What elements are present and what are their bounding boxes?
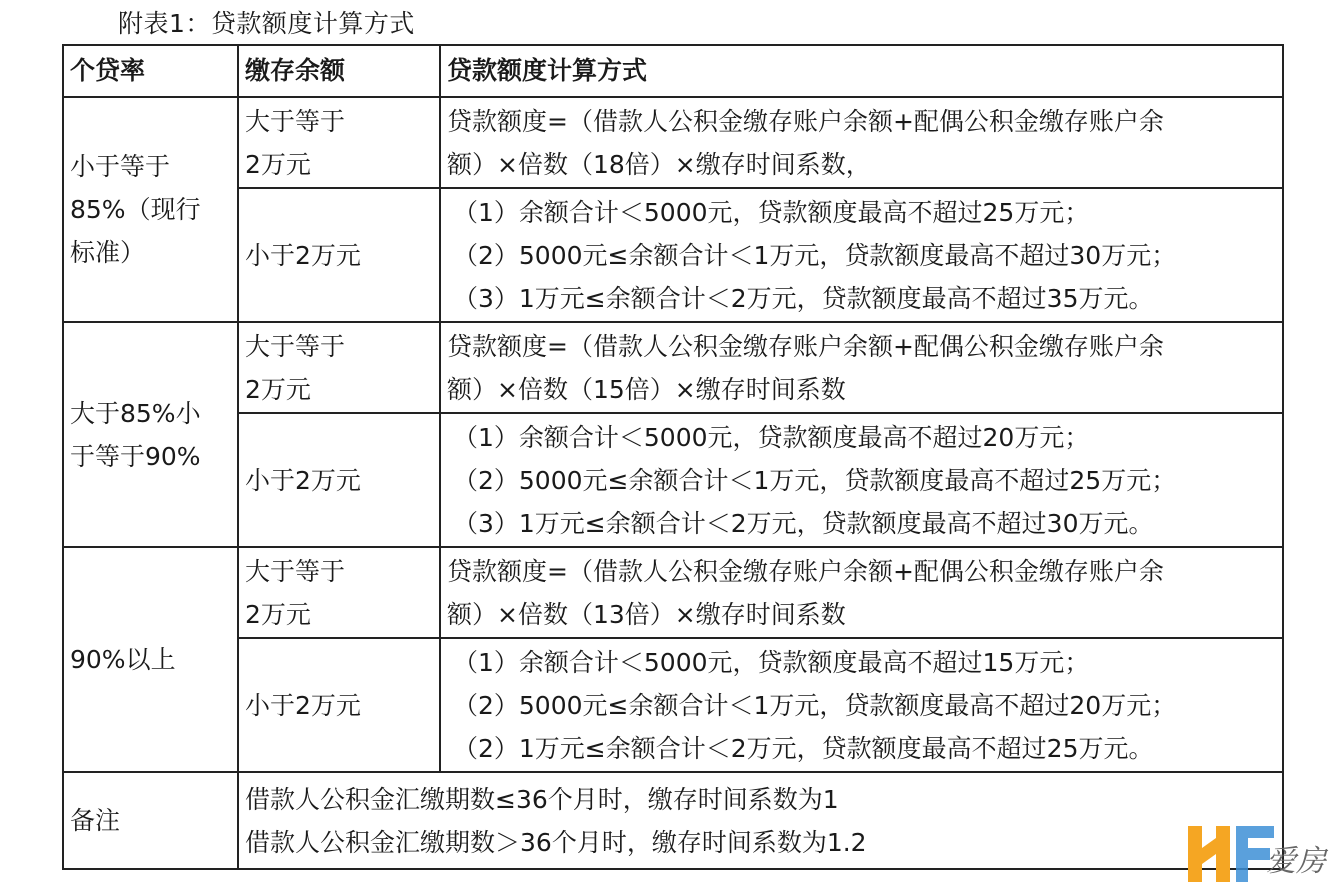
formula-text: 贷款额度=（借款人公积金缴存账户余额+配偶公积金缴存账户余 <box>447 556 1164 586</box>
balance-text: 2万元 <box>245 374 311 404</box>
formula-text: 额）×倍数（13倍）×缴存时间系数 <box>447 599 846 629</box>
limit-list-cell <box>440 638 1283 772</box>
balance-text: 2万元 <box>245 149 311 179</box>
rate-text: 90%以上 <box>70 645 176 674</box>
rate-text: 标准） <box>70 238 146 267</box>
note-row <box>63 772 1283 869</box>
rate-cell <box>63 322 238 547</box>
rate-cell <box>63 547 238 772</box>
limit-item: （3）1万元≤余额合计＜2万元，贷款额度最高不超过30万元。 <box>453 508 1154 538</box>
note-label: 备注 <box>63 772 238 869</box>
balance-cell: 小于2万元 <box>238 638 440 772</box>
balance-text: 大于等于 <box>245 331 346 361</box>
formula-text: 贷款额度=（借款人公积金缴存账户余额+配偶公积金缴存账户余 <box>447 331 1164 361</box>
limit-list-cell <box>440 413 1283 547</box>
balance-text: 2万元 <box>245 599 311 629</box>
formula-text: 额）×倍数（15倍）×缴存时间系数 <box>447 374 846 404</box>
balance-text: 大于等于 <box>245 556 346 586</box>
rate-text: 大于85%小 <box>70 398 201 428</box>
limit-item: （2）5000元≤余额合计＜1万元，贷款额度最高不超过30万元； <box>453 240 1177 270</box>
header-formula: 贷款额度计算方式 <box>440 45 1283 97</box>
table-row <box>63 547 1283 638</box>
aifang-logo-text: 爱房 <box>1266 844 1326 879</box>
table-row <box>63 188 1283 322</box>
limit-item: （1）余额合计＜5000元，贷款额度最高不超过25万元； <box>453 197 1090 227</box>
note-line: 借款人公积金汇缴期数＞36个月时，缴存时间系数为1.2 <box>245 827 867 857</box>
formula-cell <box>440 97 1283 188</box>
limit-list-cell <box>440 188 1283 322</box>
aifang-logo <box>1186 820 1336 886</box>
balance-text: 大于等于 <box>245 106 346 136</box>
formula-text: 额）×倍数（18倍）×缴存时间系数， <box>447 149 871 179</box>
rate-text: 小于等于 <box>70 152 171 181</box>
table-row <box>63 638 1283 772</box>
note-content <box>238 772 1283 869</box>
table-row <box>63 322 1283 413</box>
limit-item: （3）1万元≤余额合计＜2万元，贷款额度最高不超过35万元。 <box>453 283 1154 313</box>
limit-item: （2）5000元≤余额合计＜1万元，贷款额度最高不超过25万元； <box>453 465 1177 495</box>
limit-item: （2）1万元≤余额合计＜2万元，贷款额度最高不超过25万元。 <box>453 733 1154 763</box>
header-rate: 个贷率 <box>63 45 238 97</box>
table-header-row <box>63 45 1283 97</box>
formula-text: 贷款额度=（借款人公积金缴存账户余额+配偶公积金缴存账户余 <box>447 106 1164 136</box>
loan-quota-table <box>62 44 1284 870</box>
rate-cell <box>63 97 238 322</box>
header-balance: 缴存余额 <box>238 45 440 97</box>
balance-cell <box>238 97 440 188</box>
limit-item: （2）5000元≤余额合计＜1万元，贷款额度最高不超过20万元； <box>453 690 1177 720</box>
balance-cell: 小于2万元 <box>238 413 440 547</box>
limit-item: （1）余额合计＜5000元，贷款额度最高不超过15万元； <box>453 647 1090 677</box>
rate-text: 85%（现行 <box>70 195 201 224</box>
formula-cell <box>440 322 1283 413</box>
table-row <box>63 97 1283 188</box>
table-row <box>63 413 1283 547</box>
rate-text: 于等于90% <box>70 441 201 471</box>
table-caption: 附表1：贷款额度计算方式 <box>118 9 415 38</box>
balance-cell <box>238 547 440 638</box>
formula-cell <box>440 547 1283 638</box>
note-line: 借款人公积金汇缴期数≤36个月时，缴存时间系数为1 <box>245 784 839 814</box>
balance-cell: 小于2万元 <box>238 188 440 322</box>
balance-cell <box>238 322 440 413</box>
limit-item: （1）余额合计＜5000元，贷款额度最高不超过20万元； <box>453 422 1090 452</box>
